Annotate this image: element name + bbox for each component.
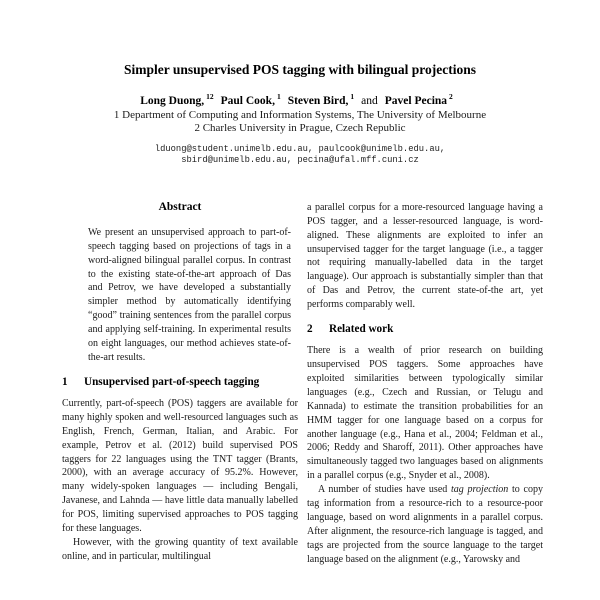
section-1-number: 1 <box>62 375 68 388</box>
email-line-2: sbird@unimelb.edu.au, pecina@ufal.mff.cuni.cz <box>181 154 419 165</box>
section-2-number: 2 <box>307 323 313 336</box>
author-1-name: Long Duong, <box>140 94 205 107</box>
author-2 <box>220 92 281 107</box>
section-2-heading <box>307 323 543 336</box>
affiliation-1: 1 Department of Computing and Information Systems, The University of Melbourne <box>113 108 487 121</box>
affiliation-2: 2 Charles University in Prague, Czech Republic <box>194 122 406 135</box>
section-2-paragraph-2 <box>307 483 543 566</box>
author-conjunction: and <box>361 94 378 107</box>
abstract-body: We present an unsupervised approach to part-of-speech tagging based on projections of tags in a word-aligned bilingual parallel corpus. In contrast to the existing state-of-the-art approach of Das and Petrov, we have developed a substantially simpler method by automatically identifying “good” training sentences from the parallel corpus and applying self-training. In experimental results on eight languages, our method achieves state-of-the-art results. <box>88 226 291 363</box>
tag-projection-term: tag projection <box>451 484 509 496</box>
section-1-heading <box>62 376 298 389</box>
author-3 <box>287 92 355 107</box>
author-line <box>0 90 600 108</box>
email-line-1: lduong@student.unimelb.edu.au, paulcook@unimelb.edu.au, <box>154 143 446 154</box>
author-3-name: Steven Bird, <box>287 94 349 107</box>
section-2-paragraph-2-start: A number of studies have used <box>318 484 452 496</box>
section-2-paragraph-1: There is a wealth of prior research on building unsupervised POS taggers. Some approaches have exploited similarities between typologically similar languages (e.g., Czech and Russian, or Telugu and Kannada) to estimate the transition probabilities for an HMM tagger for one language based on a corpus for another language (e.g., Hana et al., 2004; Feldman et al., 2006; Reddy and Sharoff, 2011). Other approaches have simultaneously tagged two languages based on alignments in a parallel corpus (e.g., Snyder et al., 2008). <box>307 345 543 482</box>
right-column <box>307 201 543 567</box>
section-1-paragraph-2: However, with the growing quantity of text available online, and in particular, multilingual <box>62 536 298 562</box>
paper-title: Simpler unsupervised POS tagging with bilingual projections <box>123 62 477 77</box>
author-4 <box>384 92 453 107</box>
author-1 <box>140 92 214 107</box>
author-1-affil-mark: 12 <box>206 92 214 101</box>
section-2-paragraph-2-end: to copy tag information from a resource-rich to a resource-poor language, based on word alignments in a parallel corpus. After alignment, the resource-rich language is tagged, and tags are projected from the source language to the target language based on the alignment (e.g., Yarowsky and <box>307 484 543 565</box>
author-4-name: Pavel Pecina <box>384 94 448 107</box>
left-column <box>62 201 298 567</box>
author-emails <box>0 144 600 166</box>
section-2-title: Related work <box>329 323 394 336</box>
paper-header <box>0 0 600 166</box>
section-1-title: Unsupervised part-of-speech tagging <box>84 375 260 388</box>
abstract-heading: Abstract <box>158 200 202 213</box>
section-1-paragraph-1: Currently, part-of-speech (POS) taggers are available for many highly spoken and well-resourced languages such as English, French, German, Italian, and Arabic. For example, Petrov et al. (2012) build supervised POS taggers for 22 languages using the TNT tagger (Brants, 2000), with an average accuracy of 95.2%. However, many widely-spoken languages — including Bengali, Javanese, and Lahnda — have little data manually labelled for POS, limiting supervised approaches to POS tagging for these languages. <box>62 397 298 535</box>
author-3-affil-mark: 1 <box>350 92 355 101</box>
two-column-body <box>0 201 600 567</box>
author-2-affil-mark: 1 <box>276 92 281 101</box>
author-4-affil-mark: 2 <box>449 92 453 101</box>
author-2-name: Paul Cook, <box>220 94 275 107</box>
column-2-continued-paragraph: a parallel corpus for a more-resourced language having a POS tagger, and a lesser-resourced language, is word-aligned. These alignments are exploited to infer an unsupervised tagger for the target language (i.e., a tagger not requiring manually-labelled data in the target language). Our approach is substantially simpler than that of Das and Petrov, the current state-of-the art, yet performs comparably well. <box>307 201 543 311</box>
